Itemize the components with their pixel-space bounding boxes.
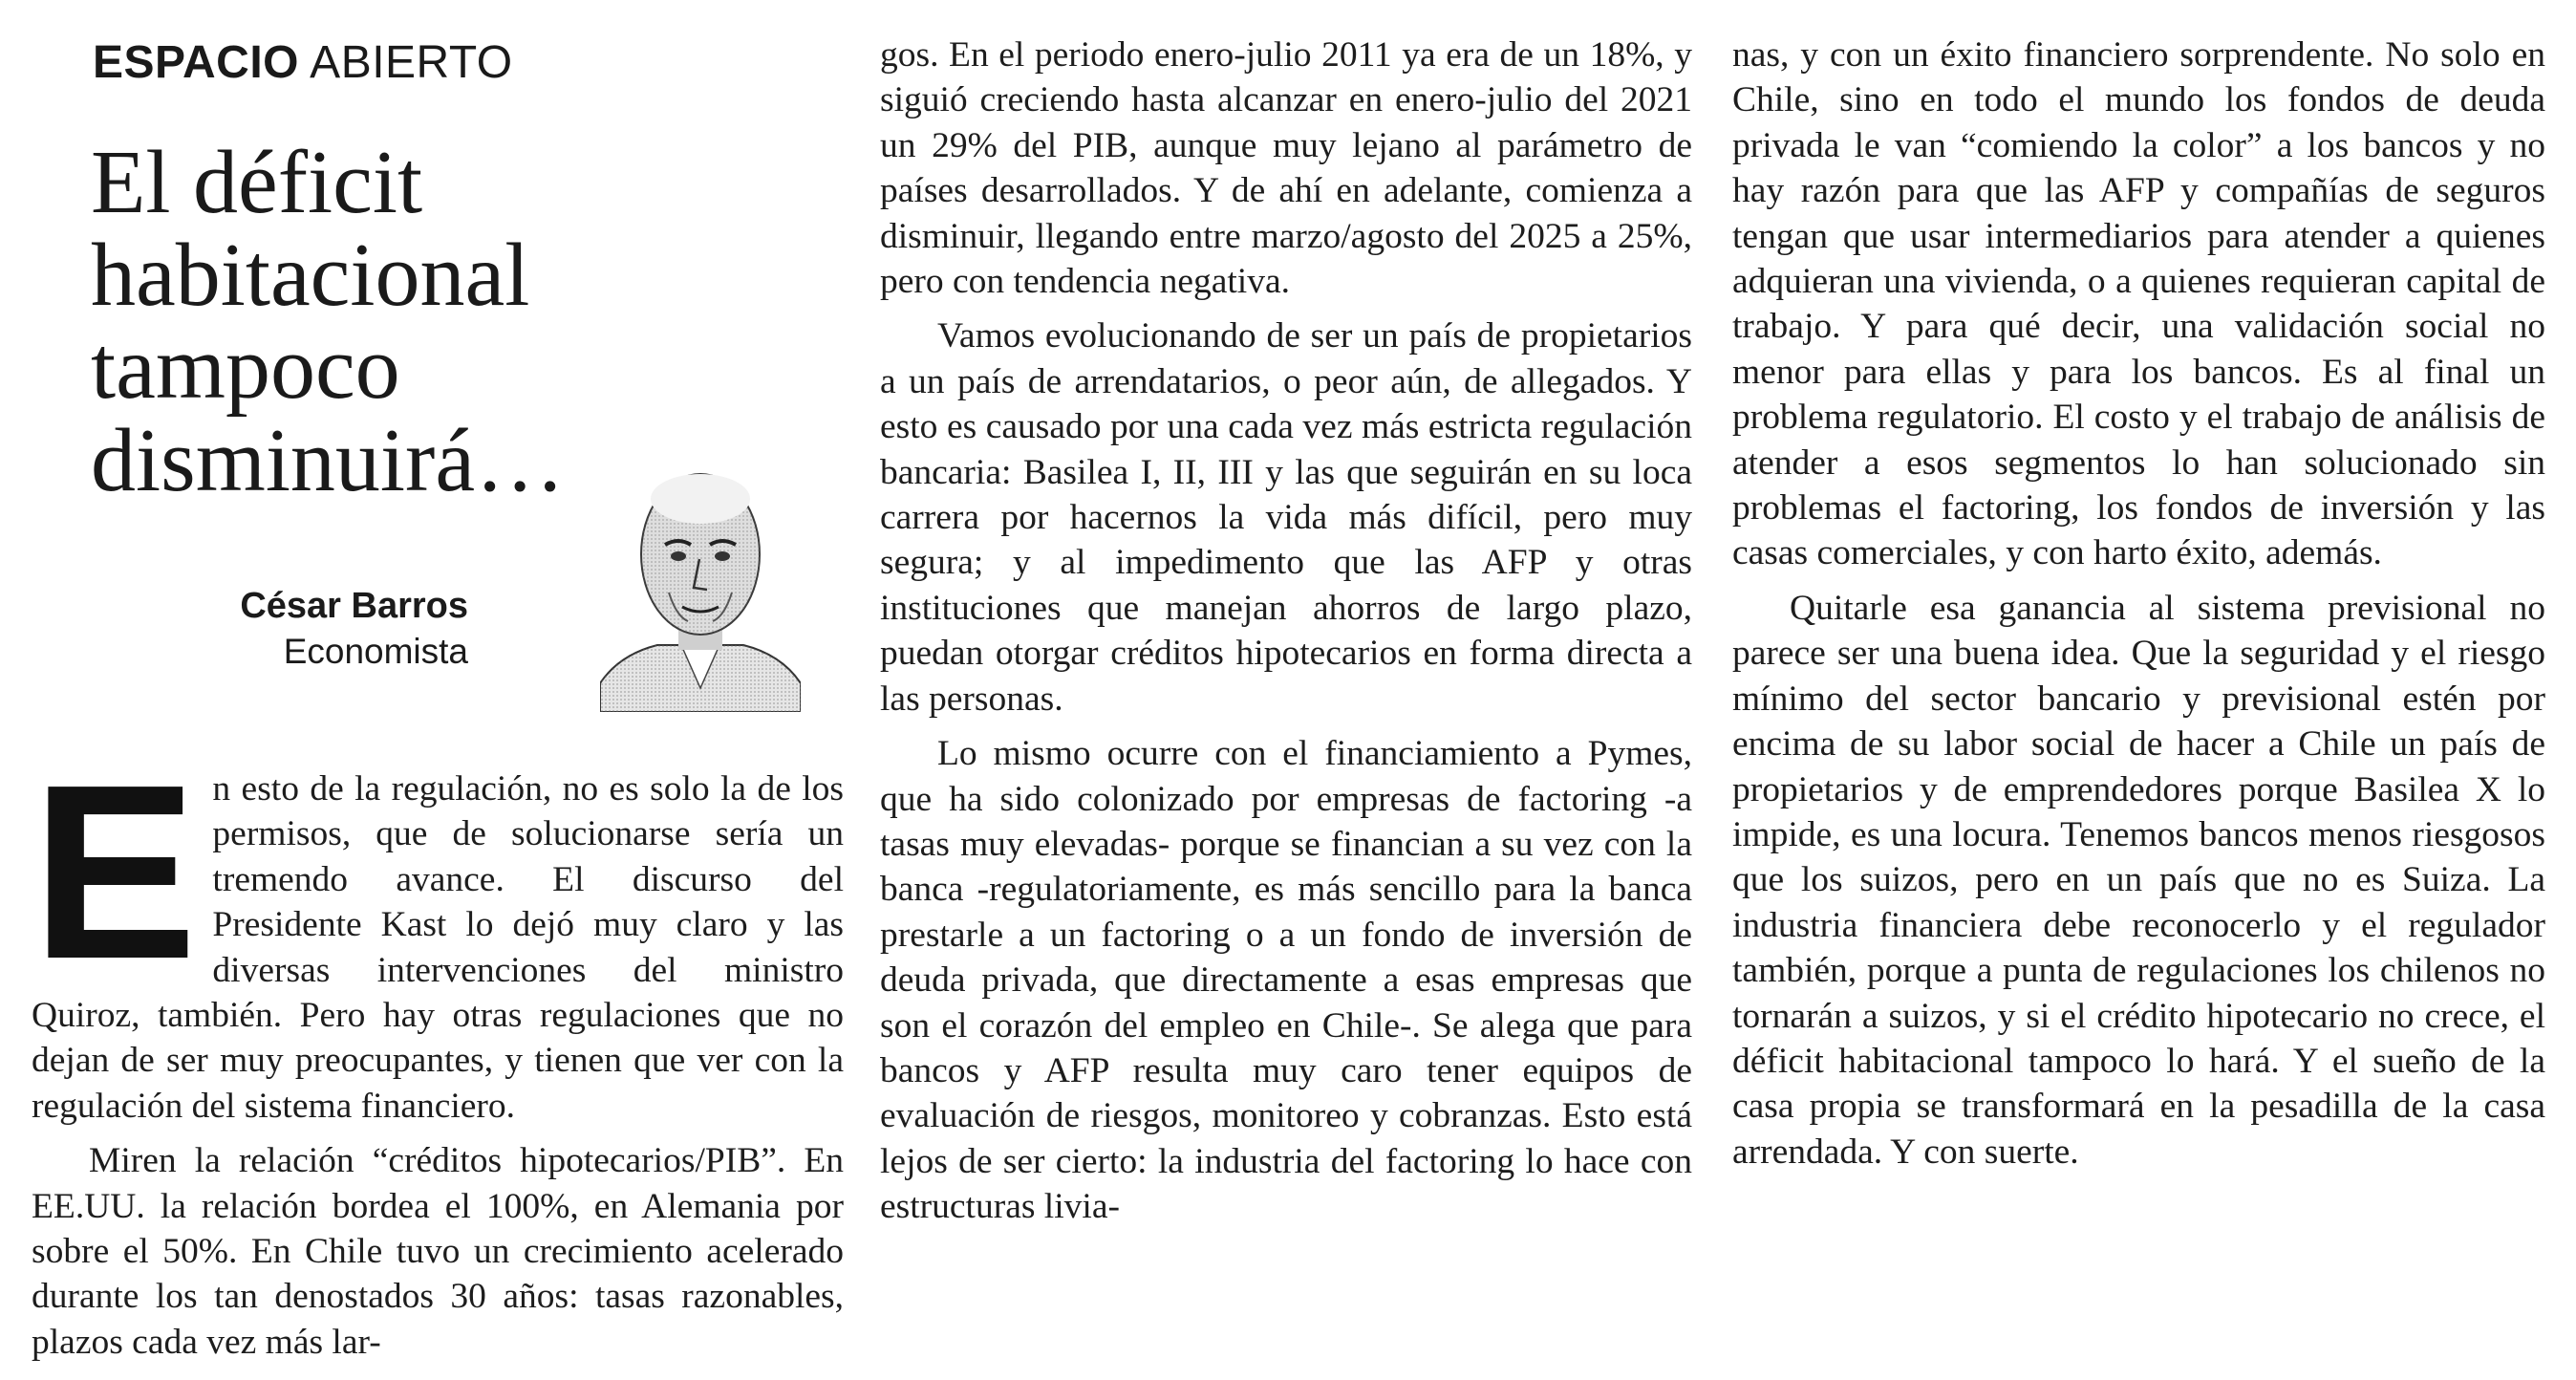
paragraph-2-part-1: Miren la relación “créditos hipotecarios/PIB”. En EE.UU. la relación bordea el 100%, en Alemania por sobre el 50%. En Chile tuvo un crecimiento acelerado durante los tan denostados 30 años: tasas razonables, plazos cada vez más lar- <box>32 1141 844 1362</box>
paragraph-3: Vamos evolucionando de ser un país de propietarios a un país de arrendatarios, o peor aún, de allegados. Y esto es causado por una cada vez más estricta regulación bancaria: Basilea I, II, III y las que seguirán en su loca carrera por hacernos la vida más difícil, pero muy segura; y al impedimento que las AFP y otras instituciones que manejan ahorros de largo plazo, puedan otorgar créditos hipotecarios en forma directa a las personas. <box>880 316 1692 719</box>
headline-line: tampoco <box>91 318 400 418</box>
headline-line: disminuirá… <box>91 411 566 510</box>
paragraph-4-part-2: nas, y con un éxito financiero sorprendente. No solo en Chile, sino en todo el mundo los fondos de deuda privada le van “comiendo la color” a los bancos y no hay razón para que las AFP y compañías de seguros tengan que usar intermediarios para atender a quienes adquieran una vivienda, o a quienes requieran capital de trabajo. Y para qué decir, una validación social no menor para ellas y para los bancos. Es al final un problema regulatorio. El costo y el trabajo de análisis de atender a esos segmentos lo han solucionado sin problemas el factoring, los fondos de inversión y las casas comerciales, y con harto éxito, además. <box>1732 35 2545 573</box>
paragraph-2-part-2: gos. En el periodo enero-julio 2011 ya era de un 18%, y siguió creciendo hasta alcanzar en enero-julio del 2021 un 29% del PIB, aunque muy lejano al parámetro de países desarrollados. Y de ahí en adelante, comienza a disminuir, llegando entre marzo/agosto del 2025 a 25%, pero con tendencia negativa. <box>880 35 1692 302</box>
section-label <box>93 36 513 89</box>
column-1 <box>32 734 844 1365</box>
author-role: Economista <box>283 632 468 671</box>
column-3 <box>1732 32 2545 1175</box>
section-label-light: ABIERTO <box>310 37 513 88</box>
column-2 <box>880 32 1692 1230</box>
author-name: César Barros <box>240 586 468 626</box>
headline-line: El déficit <box>91 133 423 232</box>
paragraph-1-text: n esto de la regulación, no es solo la de los permisos, que de solucionarse sería un tremendo avance. El discurso del Presidente Kast lo dejó muy claro y las diversas intervenciones del ministro Quiroz, también. Pero hay otras regulaciones que no dejan de ser muy preocupantes, y tienen que ver con la regulación del sistema financiero. <box>32 769 844 1126</box>
author-photo <box>600 449 801 712</box>
paragraph-5: Quitarle esa ganancia al sistema previsional no parece ser una buena idea. Que la seguridad y el riesgo mínimo del sector bancario y previsional estén por encima de su labor social de hacer a Chile un país de propietarios y de emprendedores porque Basilea X lo impide, es una locura. Tenemos bancos menos riesgosos que los suizos, pero en un país que no es Suiza. La industria financiera debe reconocerlo y el regulador también, porque a punta de regulaciones los chilenos no tornarán a suizos, y si el crédito hipotecario no crece, el déficit habitacional tampoco lo hará. Y el sueño de la casa propia se transformará en la pesadilla de la casa arrendada. Y con suerte. <box>1732 588 2545 1172</box>
article-headline <box>91 133 566 510</box>
drop-cap: E <box>32 734 198 1011</box>
paragraph-1 <box>32 734 844 1129</box>
paragraph-4-part-1: Lo mismo ocurre con el financiamiento a Pymes, que ha sido colonizado por empresas de factoring -a tasas muy elevadas- porque se financian a su vez con la banca -regulatoriamente, es más sencillo para la banca prestarle a un factoring o a un fondo de inversión de deuda privada, que directamente a esas empresas que son el corazón del empleo en Chile-. Se alega que para bancos y AFP resulta muy caro tener equipos de evaluación de riesgos, monitoreo y cobranzas. Esto está lejos de ser cierto: la industria del factoring lo hace con estructuras livia- <box>880 734 1692 1227</box>
section-label-bold: ESPACIO <box>93 37 299 88</box>
headline-line: habitacional <box>91 226 530 325</box>
byline <box>172 583 468 675</box>
